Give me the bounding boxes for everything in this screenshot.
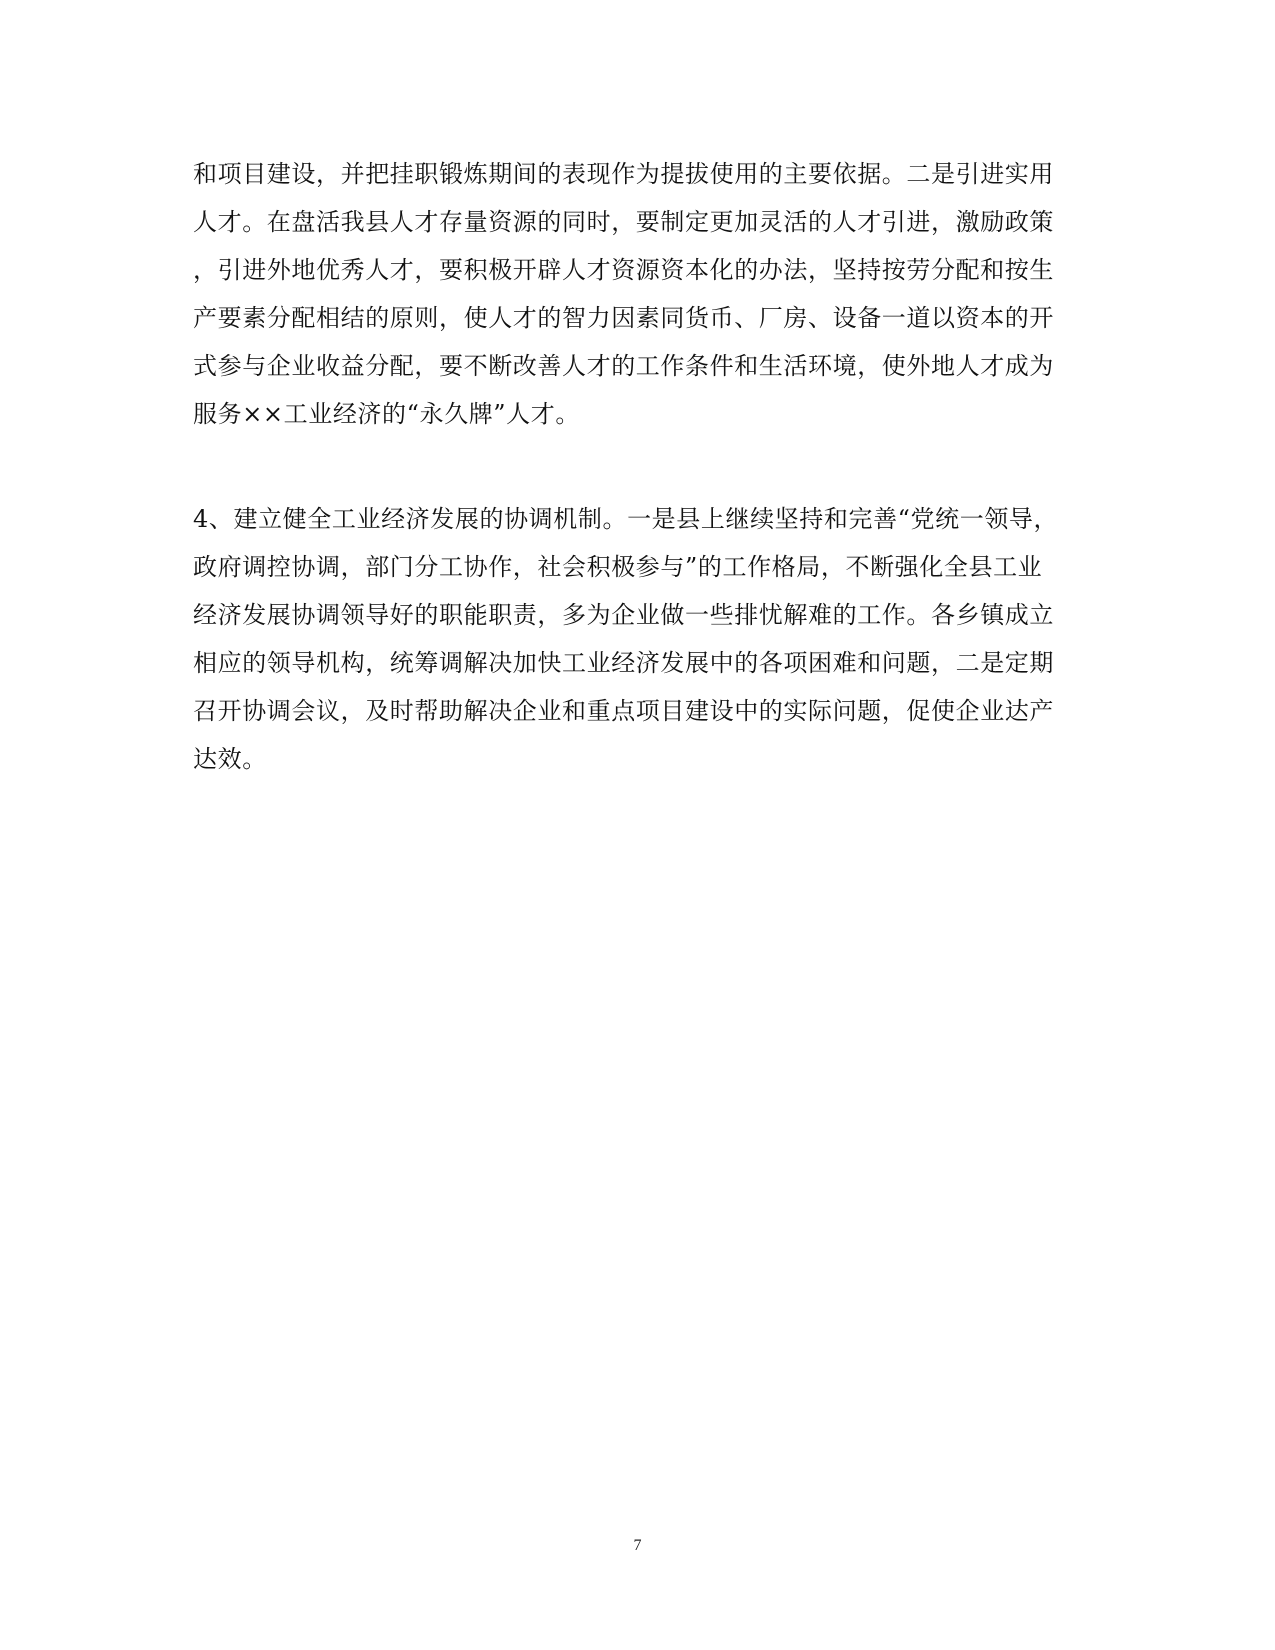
text-line: 召开协调会议，及时帮助解决企业和重点项目建设中的实际问题，促使企业达产 bbox=[193, 697, 1054, 725]
paragraph-talent bbox=[193, 150, 1083, 438]
text-line: 人才。在盘活我县人才存量资源的同时，要制定更加灵活的人才引进，激励政策 bbox=[193, 208, 1054, 236]
text-line: 4、建立健全工业经济发展的协调机制。一是县上继续坚持和完善“党统一领导， bbox=[193, 505, 1059, 533]
text-line: 产要素分配相结的原则，使人才的智力因素同货币、厂房、设备一道以资本的开 bbox=[193, 304, 1054, 332]
paragraph-coordination-mechanism bbox=[193, 495, 1083, 783]
text-line: 政府调控协调，部门分工协作，社会积极参与”的工作格局，不断强化全县工业 bbox=[193, 553, 1043, 581]
text-line: 达效。 bbox=[193, 745, 267, 773]
text-line: 相应的领导机构，统筹调解决加快工业经济发展中的各项困难和问题，二是定期 bbox=[193, 649, 1054, 677]
page-number: 7 bbox=[633, 1537, 642, 1554]
text-line: 和项目建设，并把挂职锻炼期间的表现作为提拔使用的主要依据。二是引进实用 bbox=[193, 160, 1054, 188]
text-line: ，引进外地优秀人才，要积极开辟人才资源资本化的办法，坚持按劳分配和按生 bbox=[193, 256, 1054, 284]
text-line: 经济发展协调领导好的职能职责，多为企业做一些排忧解难的工作。各乡镇成立 bbox=[193, 601, 1054, 629]
text-line: 式参与企业收益分配，要不断改善人才的工作条件和生活环境，使外地人才成为 bbox=[193, 352, 1054, 380]
text-line: 服务××工业经济的“永久牌”人才。 bbox=[193, 400, 580, 428]
